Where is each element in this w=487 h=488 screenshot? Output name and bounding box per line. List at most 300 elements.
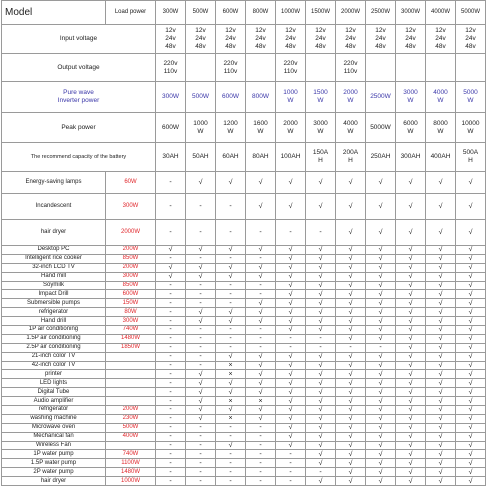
appliance-row bbox=[2, 352, 486, 361]
model-col-header: 2000W bbox=[336, 1, 366, 25]
dash-mark: - bbox=[216, 423, 246, 432]
check-mark-icon: √ bbox=[456, 450, 486, 459]
appliance-power bbox=[106, 361, 156, 370]
check-mark-icon: √ bbox=[366, 254, 396, 263]
check-mark-icon: √ bbox=[426, 326, 456, 335]
check-mark-icon: √ bbox=[456, 406, 486, 415]
model-col-header: 500W bbox=[186, 1, 216, 25]
check-mark-icon: √ bbox=[276, 352, 306, 361]
check-mark-icon: √ bbox=[396, 361, 426, 370]
spec-cell bbox=[306, 54, 336, 82]
check-mark-icon: √ bbox=[426, 441, 456, 450]
check-mark-icon: √ bbox=[396, 379, 426, 388]
check-mark-icon: √ bbox=[216, 246, 246, 255]
check-mark-icon: √ bbox=[426, 272, 456, 281]
dash-mark: - bbox=[156, 477, 186, 486]
appliance-row bbox=[2, 477, 486, 486]
appliance-name: washing machine bbox=[2, 414, 106, 423]
spec-cell: 12v 24v 48v bbox=[276, 25, 306, 54]
appliance-power: 300W bbox=[106, 272, 156, 281]
dash-mark: - bbox=[246, 423, 276, 432]
check-mark-icon: √ bbox=[456, 414, 486, 423]
dash-mark: - bbox=[246, 326, 276, 335]
check-mark-icon: √ bbox=[156, 263, 186, 272]
spec-cell: 5000W bbox=[366, 113, 396, 143]
model-col-header: 1500W bbox=[306, 1, 336, 25]
check-mark-icon: √ bbox=[456, 468, 486, 477]
check-mark-icon: √ bbox=[336, 246, 366, 255]
check-mark-icon: √ bbox=[366, 246, 396, 255]
dash-mark: - bbox=[216, 220, 246, 246]
check-mark-icon: √ bbox=[306, 414, 336, 423]
dash-mark: - bbox=[276, 220, 306, 246]
dash-mark: - bbox=[276, 343, 306, 352]
check-mark-icon: √ bbox=[456, 334, 486, 343]
check-mark-icon: √ bbox=[186, 246, 216, 255]
appliance-name: refrigerator bbox=[2, 308, 106, 317]
check-mark-icon: √ bbox=[216, 263, 246, 272]
spec-row bbox=[2, 143, 486, 172]
check-mark-icon: √ bbox=[276, 361, 306, 370]
check-mark-icon: √ bbox=[456, 263, 486, 272]
dash-mark: - bbox=[156, 468, 186, 477]
check-mark-icon: √ bbox=[306, 272, 336, 281]
check-mark-icon: √ bbox=[306, 254, 336, 263]
dash-mark: - bbox=[366, 343, 396, 352]
check-mark-icon: √ bbox=[336, 308, 366, 317]
dash-mark: - bbox=[216, 254, 246, 263]
spec-cell bbox=[426, 54, 456, 82]
check-mark-icon: √ bbox=[366, 414, 396, 423]
check-mark-icon: √ bbox=[276, 414, 306, 423]
appliance-name: Impact Drill bbox=[2, 290, 106, 299]
appliance-name: 1.5P water pump bbox=[2, 459, 106, 468]
check-mark-icon: √ bbox=[396, 459, 426, 468]
check-mark-icon: √ bbox=[396, 172, 426, 194]
spec-cell: 12v 24v 48v bbox=[426, 25, 456, 54]
spec-cell: 1600 W bbox=[246, 113, 276, 143]
spec-cell: 50AH bbox=[186, 143, 216, 172]
appliance-name: LED lights bbox=[2, 379, 106, 388]
dash-mark: - bbox=[156, 220, 186, 246]
dash-mark: - bbox=[306, 334, 336, 343]
check-mark-icon: √ bbox=[276, 254, 306, 263]
appliance-power: 740W bbox=[106, 450, 156, 459]
appliance-row bbox=[2, 308, 486, 317]
appliance-row bbox=[2, 388, 486, 397]
check-mark-icon: √ bbox=[396, 254, 426, 263]
check-mark-icon: √ bbox=[426, 220, 456, 246]
dash-mark: - bbox=[216, 290, 246, 299]
check-mark-icon: √ bbox=[396, 343, 426, 352]
cross-mark-icon: × bbox=[216, 397, 246, 406]
model-col-header: 800W bbox=[246, 1, 276, 25]
check-mark-icon: √ bbox=[396, 299, 426, 308]
check-mark-icon: √ bbox=[306, 397, 336, 406]
appliance-power bbox=[106, 352, 156, 361]
appliance-power: 200W bbox=[106, 406, 156, 415]
check-mark-icon: √ bbox=[306, 370, 336, 379]
check-mark-icon: √ bbox=[396, 326, 426, 335]
appliance-power: 600W bbox=[106, 290, 156, 299]
check-mark-icon: √ bbox=[366, 477, 396, 486]
appliance-row bbox=[2, 263, 486, 272]
spec-cell: 300W bbox=[156, 82, 186, 113]
check-mark-icon: √ bbox=[456, 299, 486, 308]
check-mark-icon: √ bbox=[306, 450, 336, 459]
check-mark-icon: √ bbox=[366, 272, 396, 281]
appliance-row bbox=[2, 254, 486, 263]
check-mark-icon: √ bbox=[426, 281, 456, 290]
spec-cell: 6000 W bbox=[396, 113, 426, 143]
spec-cell: 12v 24v 48v bbox=[156, 25, 186, 54]
check-mark-icon: √ bbox=[426, 370, 456, 379]
dash-mark: - bbox=[186, 450, 216, 459]
check-mark-icon: √ bbox=[336, 326, 366, 335]
dash-mark: - bbox=[246, 343, 276, 352]
check-mark-icon: √ bbox=[216, 388, 246, 397]
check-mark-icon: √ bbox=[456, 290, 486, 299]
spec-label: Input voltage bbox=[2, 25, 156, 54]
check-mark-icon: √ bbox=[276, 281, 306, 290]
check-mark-icon: √ bbox=[216, 272, 246, 281]
appliance-power: 850W bbox=[106, 281, 156, 290]
spec-cell: 600W bbox=[156, 113, 186, 143]
check-mark-icon: √ bbox=[396, 432, 426, 441]
check-mark-icon: √ bbox=[396, 246, 426, 255]
check-mark-icon: √ bbox=[456, 343, 486, 352]
spec-cell: 3000 W bbox=[396, 82, 426, 113]
check-mark-icon: √ bbox=[336, 450, 366, 459]
spec-label: Peak power bbox=[2, 113, 156, 143]
check-mark-icon: √ bbox=[456, 459, 486, 468]
check-mark-icon: √ bbox=[396, 290, 426, 299]
spec-cell: 600W bbox=[216, 82, 246, 113]
spec-cell: 1000 W bbox=[186, 113, 216, 143]
check-mark-icon: √ bbox=[366, 450, 396, 459]
check-mark-icon: √ bbox=[426, 450, 456, 459]
dash-mark: - bbox=[156, 397, 186, 406]
appliance-row bbox=[2, 290, 486, 299]
spec-table bbox=[1, 0, 486, 486]
appliance-power: 1480W bbox=[106, 334, 156, 343]
dash-mark: - bbox=[216, 450, 246, 459]
appliance-name: Audio amplifier bbox=[2, 397, 106, 406]
dash-mark: - bbox=[156, 308, 186, 317]
check-mark-icon: √ bbox=[186, 370, 216, 379]
appliance-power: 500W bbox=[106, 423, 156, 432]
check-mark-icon: √ bbox=[366, 317, 396, 326]
appliance-row bbox=[2, 406, 486, 415]
check-mark-icon: √ bbox=[426, 254, 456, 263]
appliance-row bbox=[2, 450, 486, 459]
check-mark-icon: √ bbox=[366, 423, 396, 432]
appliance-power: 150W bbox=[106, 299, 156, 308]
check-mark-icon: √ bbox=[246, 352, 276, 361]
check-mark-icon: √ bbox=[456, 194, 486, 220]
check-mark-icon: √ bbox=[426, 388, 456, 397]
appliance-name: printer bbox=[2, 370, 106, 379]
check-mark-icon: √ bbox=[336, 299, 366, 308]
appliance-power: 300W bbox=[106, 317, 156, 326]
dash-mark: - bbox=[246, 450, 276, 459]
appliance-row bbox=[2, 194, 486, 220]
check-mark-icon: √ bbox=[366, 370, 396, 379]
appliance-name: Digital Tube bbox=[2, 388, 106, 397]
spec-cell: 12v 24v 48v bbox=[366, 25, 396, 54]
dash-mark: - bbox=[216, 459, 246, 468]
check-mark-icon: √ bbox=[456, 281, 486, 290]
check-mark-icon: √ bbox=[396, 272, 426, 281]
check-mark-icon: √ bbox=[336, 414, 366, 423]
check-mark-icon: √ bbox=[396, 334, 426, 343]
spec-cell: 150A H bbox=[306, 143, 336, 172]
dash-mark: - bbox=[156, 194, 186, 220]
check-mark-icon: √ bbox=[186, 308, 216, 317]
dash-mark: - bbox=[306, 468, 336, 477]
check-mark-icon: √ bbox=[186, 388, 216, 397]
check-mark-icon: √ bbox=[186, 172, 216, 194]
check-mark-icon: √ bbox=[276, 263, 306, 272]
check-mark-icon: √ bbox=[366, 406, 396, 415]
appliance-name: 2P water pump bbox=[2, 468, 106, 477]
check-mark-icon: √ bbox=[276, 423, 306, 432]
appliance-row bbox=[2, 343, 486, 352]
check-mark-icon: √ bbox=[366, 299, 396, 308]
model-col-header: 4000W bbox=[426, 1, 456, 25]
check-mark-icon: √ bbox=[396, 370, 426, 379]
check-mark-icon: √ bbox=[246, 246, 276, 255]
appliance-power bbox=[106, 397, 156, 406]
appliance-row bbox=[2, 299, 486, 308]
check-mark-icon: √ bbox=[456, 388, 486, 397]
dash-mark: - bbox=[156, 343, 186, 352]
appliance-name: refrigerator bbox=[2, 406, 106, 415]
check-mark-icon: √ bbox=[216, 441, 246, 450]
appliance-row bbox=[2, 459, 486, 468]
check-mark-icon: √ bbox=[396, 317, 426, 326]
spec-cell: 220v 110v bbox=[336, 54, 366, 82]
dash-mark: - bbox=[216, 281, 246, 290]
spec-cell: 12v 24v 48v bbox=[186, 25, 216, 54]
dash-mark: - bbox=[186, 254, 216, 263]
model-col-header: 300W bbox=[156, 1, 186, 25]
dash-mark: - bbox=[246, 254, 276, 263]
appliance-name: Mechanical fan bbox=[2, 432, 106, 441]
spec-cell: 220v 110v bbox=[216, 54, 246, 82]
model-col-header: 3000W bbox=[396, 1, 426, 25]
check-mark-icon: √ bbox=[306, 477, 336, 486]
check-mark-icon: √ bbox=[336, 406, 366, 415]
check-mark-icon: √ bbox=[276, 397, 306, 406]
check-mark-icon: √ bbox=[366, 352, 396, 361]
spec-cell: 4000 W bbox=[426, 82, 456, 113]
appliance-power bbox=[106, 388, 156, 397]
appliance-name: 1P water pump bbox=[2, 450, 106, 459]
check-mark-icon: √ bbox=[426, 379, 456, 388]
dash-mark: - bbox=[156, 352, 186, 361]
spec-cell: 220v 110v bbox=[156, 54, 186, 82]
appliance-power: 400W bbox=[106, 432, 156, 441]
check-mark-icon: √ bbox=[306, 379, 336, 388]
check-mark-icon: √ bbox=[426, 352, 456, 361]
check-mark-icon: √ bbox=[366, 388, 396, 397]
appliance-power bbox=[106, 441, 156, 450]
dash-mark: - bbox=[186, 352, 216, 361]
spec-cell: 250AH bbox=[366, 143, 396, 172]
check-mark-icon: √ bbox=[336, 194, 366, 220]
dash-mark: - bbox=[276, 334, 306, 343]
dash-mark: - bbox=[156, 423, 186, 432]
check-mark-icon: √ bbox=[336, 290, 366, 299]
check-mark-icon: √ bbox=[426, 263, 456, 272]
spec-cell bbox=[366, 54, 396, 82]
dash-mark: - bbox=[246, 290, 276, 299]
check-mark-icon: √ bbox=[456, 361, 486, 370]
check-mark-icon: √ bbox=[276, 379, 306, 388]
check-mark-icon: √ bbox=[306, 194, 336, 220]
check-mark-icon: √ bbox=[396, 397, 426, 406]
model-col-header: 1000W bbox=[276, 1, 306, 25]
dash-mark: - bbox=[246, 477, 276, 486]
check-mark-icon: √ bbox=[246, 370, 276, 379]
check-mark-icon: √ bbox=[276, 406, 306, 415]
check-mark-icon: √ bbox=[336, 397, 366, 406]
check-mark-icon: √ bbox=[426, 414, 456, 423]
check-mark-icon: √ bbox=[426, 317, 456, 326]
appliance-name: hair dryer bbox=[2, 477, 106, 486]
dash-mark: - bbox=[186, 477, 216, 486]
check-mark-icon: √ bbox=[276, 299, 306, 308]
dash-mark: - bbox=[216, 299, 246, 308]
check-mark-icon: √ bbox=[456, 432, 486, 441]
check-mark-icon: √ bbox=[246, 194, 276, 220]
check-mark-icon: √ bbox=[306, 459, 336, 468]
spec-body bbox=[2, 25, 486, 172]
dash-mark: - bbox=[216, 432, 246, 441]
check-mark-icon: √ bbox=[306, 246, 336, 255]
spec-cell: 12v 24v 48v bbox=[216, 25, 246, 54]
check-mark-icon: √ bbox=[426, 477, 456, 486]
check-mark-icon: √ bbox=[276, 388, 306, 397]
check-mark-icon: √ bbox=[366, 334, 396, 343]
spec-row bbox=[2, 82, 486, 113]
check-mark-icon: √ bbox=[396, 281, 426, 290]
check-mark-icon: √ bbox=[336, 477, 366, 486]
check-mark-icon: √ bbox=[186, 414, 216, 423]
appliance-row bbox=[2, 423, 486, 432]
check-mark-icon: √ bbox=[246, 172, 276, 194]
spec-cell: 12v 24v 48v bbox=[246, 25, 276, 54]
check-mark-icon: √ bbox=[216, 406, 246, 415]
dash-mark: - bbox=[336, 343, 366, 352]
appliance-name: 21-inch color TV bbox=[2, 352, 106, 361]
spec-cell: 2500W bbox=[366, 82, 396, 113]
appliance-row bbox=[2, 432, 486, 441]
cross-mark-icon: × bbox=[246, 397, 276, 406]
appliance-row bbox=[2, 414, 486, 423]
check-mark-icon: √ bbox=[426, 334, 456, 343]
dash-mark: - bbox=[186, 468, 216, 477]
check-mark-icon: √ bbox=[336, 254, 366, 263]
spec-cell: 1000 W bbox=[276, 82, 306, 113]
appliance-power: 300W bbox=[106, 194, 156, 220]
model-col-header: 600W bbox=[216, 1, 246, 25]
check-mark-icon: √ bbox=[366, 220, 396, 246]
appliance-row bbox=[2, 334, 486, 343]
dash-mark: - bbox=[156, 290, 186, 299]
check-mark-icon: √ bbox=[366, 441, 396, 450]
check-mark-icon: √ bbox=[426, 397, 456, 406]
dash-mark: - bbox=[186, 290, 216, 299]
spec-row bbox=[2, 54, 486, 82]
check-mark-icon: √ bbox=[276, 246, 306, 255]
check-mark-icon: √ bbox=[396, 477, 426, 486]
dash-mark: - bbox=[186, 299, 216, 308]
dash-mark: - bbox=[156, 388, 186, 397]
check-mark-icon: √ bbox=[216, 379, 246, 388]
cross-mark-icon: × bbox=[216, 414, 246, 423]
spec-cell: 12v 24v 48v bbox=[306, 25, 336, 54]
dash-mark: - bbox=[246, 468, 276, 477]
dash-mark: - bbox=[276, 468, 306, 477]
check-mark-icon: √ bbox=[336, 361, 366, 370]
header-row bbox=[2, 1, 486, 25]
check-mark-icon: √ bbox=[426, 406, 456, 415]
check-mark-icon: √ bbox=[456, 326, 486, 335]
check-mark-icon: √ bbox=[246, 317, 276, 326]
check-mark-icon: √ bbox=[366, 194, 396, 220]
check-mark-icon: √ bbox=[246, 299, 276, 308]
cross-mark-icon: × bbox=[216, 361, 246, 370]
appliance-row bbox=[2, 172, 486, 194]
check-mark-icon: √ bbox=[366, 468, 396, 477]
check-mark-icon: √ bbox=[186, 272, 216, 281]
check-mark-icon: √ bbox=[216, 172, 246, 194]
appliance-name: Soymilk bbox=[2, 281, 106, 290]
spec-cell bbox=[456, 54, 486, 82]
dash-mark: - bbox=[156, 370, 186, 379]
appliance-name: Microwave oven bbox=[2, 423, 106, 432]
dash-mark: - bbox=[156, 317, 186, 326]
dash-mark: - bbox=[156, 406, 186, 415]
dash-mark: - bbox=[276, 477, 306, 486]
check-mark-icon: √ bbox=[396, 388, 426, 397]
check-mark-icon: √ bbox=[456, 246, 486, 255]
dash-mark: - bbox=[216, 477, 246, 486]
check-mark-icon: √ bbox=[246, 272, 276, 281]
appliance-power: 80W bbox=[106, 308, 156, 317]
spec-cell: 200A H bbox=[336, 143, 366, 172]
dash-mark: - bbox=[186, 441, 216, 450]
dash-mark: - bbox=[306, 343, 336, 352]
check-mark-icon: √ bbox=[456, 308, 486, 317]
appliance-power: 60W bbox=[106, 172, 156, 194]
appliance-row bbox=[2, 468, 486, 477]
check-mark-icon: √ bbox=[336, 272, 366, 281]
check-mark-icon: √ bbox=[336, 281, 366, 290]
check-mark-icon: √ bbox=[426, 290, 456, 299]
check-mark-icon: √ bbox=[426, 432, 456, 441]
spec-cell: 300AH bbox=[396, 143, 426, 172]
check-mark-icon: √ bbox=[426, 459, 456, 468]
check-mark-icon: √ bbox=[426, 423, 456, 432]
dash-mark: - bbox=[246, 220, 276, 246]
appliance-row bbox=[2, 246, 486, 255]
check-mark-icon: √ bbox=[456, 477, 486, 486]
cross-mark-icon: × bbox=[216, 370, 246, 379]
dash-mark: - bbox=[216, 194, 246, 220]
